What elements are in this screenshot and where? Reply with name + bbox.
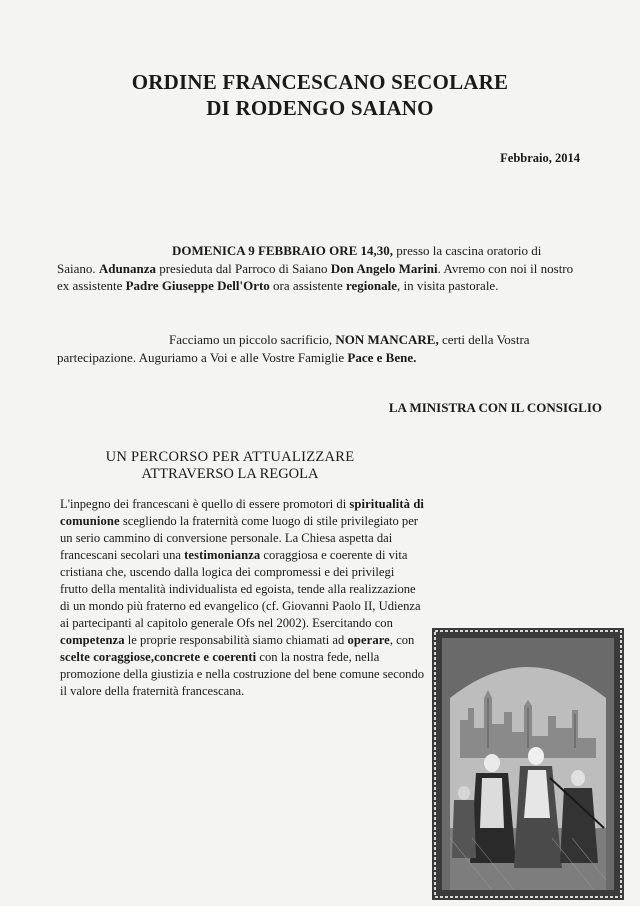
section-subtitle-line2: ATTRAVERSO LA REGOLA — [141, 466, 319, 482]
signature: LA MINISTRA CON IL CONSIGLIO — [388, 400, 602, 415]
parroco-name: Don Angelo Marini — [330, 260, 438, 276]
medieval-engraving-icon — [432, 628, 624, 900]
section-subtitle-line1: UN PERCORSO PER ATTUALIZZARE — [105, 449, 355, 465]
section-body: L'inpegno dei francescani è quello di essere promotori di spiritualità di comunione scegliendo la fraternità come luogo di stile privilegiato per un serio cammino di conversione personale. La Chiesa aspetta dai francescani secolari una testimonianza coraggiosa e coerente di vita cristiana che, uscendo dalla logica dei compromessi e dei privilegi frutto della mentalità individualista ed egoista, tende alla realizzazione di un mondo più fraterno ed evangelico (cf. Giovanni Paolo II, Udienza ai partecipanti al capitolo generale Ofs nel 2002). Esercitando con competenza le proprie responsabilità siamo chiamati ad operare, con scelte coraggiose,concrete e coerenti con la nostra fede, nella promozione della giustizia e nella costruzione del bene comune secondo il valore della fraternità francescana. — [60, 497, 425, 698]
document-date: Febbraio, 2014 — [500, 151, 580, 165]
document-title-line2: DI RODENGO SAIANO — [206, 96, 434, 120]
document-title-line1: ORDINE FRANCESCANO SECOLARE — [131, 70, 509, 94]
assistente-name: Padre Giuseppe Dell'Orto — [125, 278, 270, 293]
announcement-paragraph-1: DOMENICA 9 FEBBRAIO ORE 14,30, presso la cascina oratorio di Saiano. Adunanza presieduta dal Parroco di Saiano Don Angelo Marini. Avremo con noi il nostro ex assistente Padre Giuseppe Dell'Orto ora assistente regionale, in visita pastorale. — [57, 243, 574, 293]
event-datetime: DOMENICA 9 FEBBRAIO ORE 14,30, — [172, 243, 394, 258]
announcement-paragraph-2: Facciamo un piccolo sacrificio, NON MANCARE, certi della Vostra partecipazione. Auguriamo a Voi e alle Vostre Famiglie Pace e Bene. — [57, 332, 530, 365]
section-subtitle — [60, 449, 400, 483]
